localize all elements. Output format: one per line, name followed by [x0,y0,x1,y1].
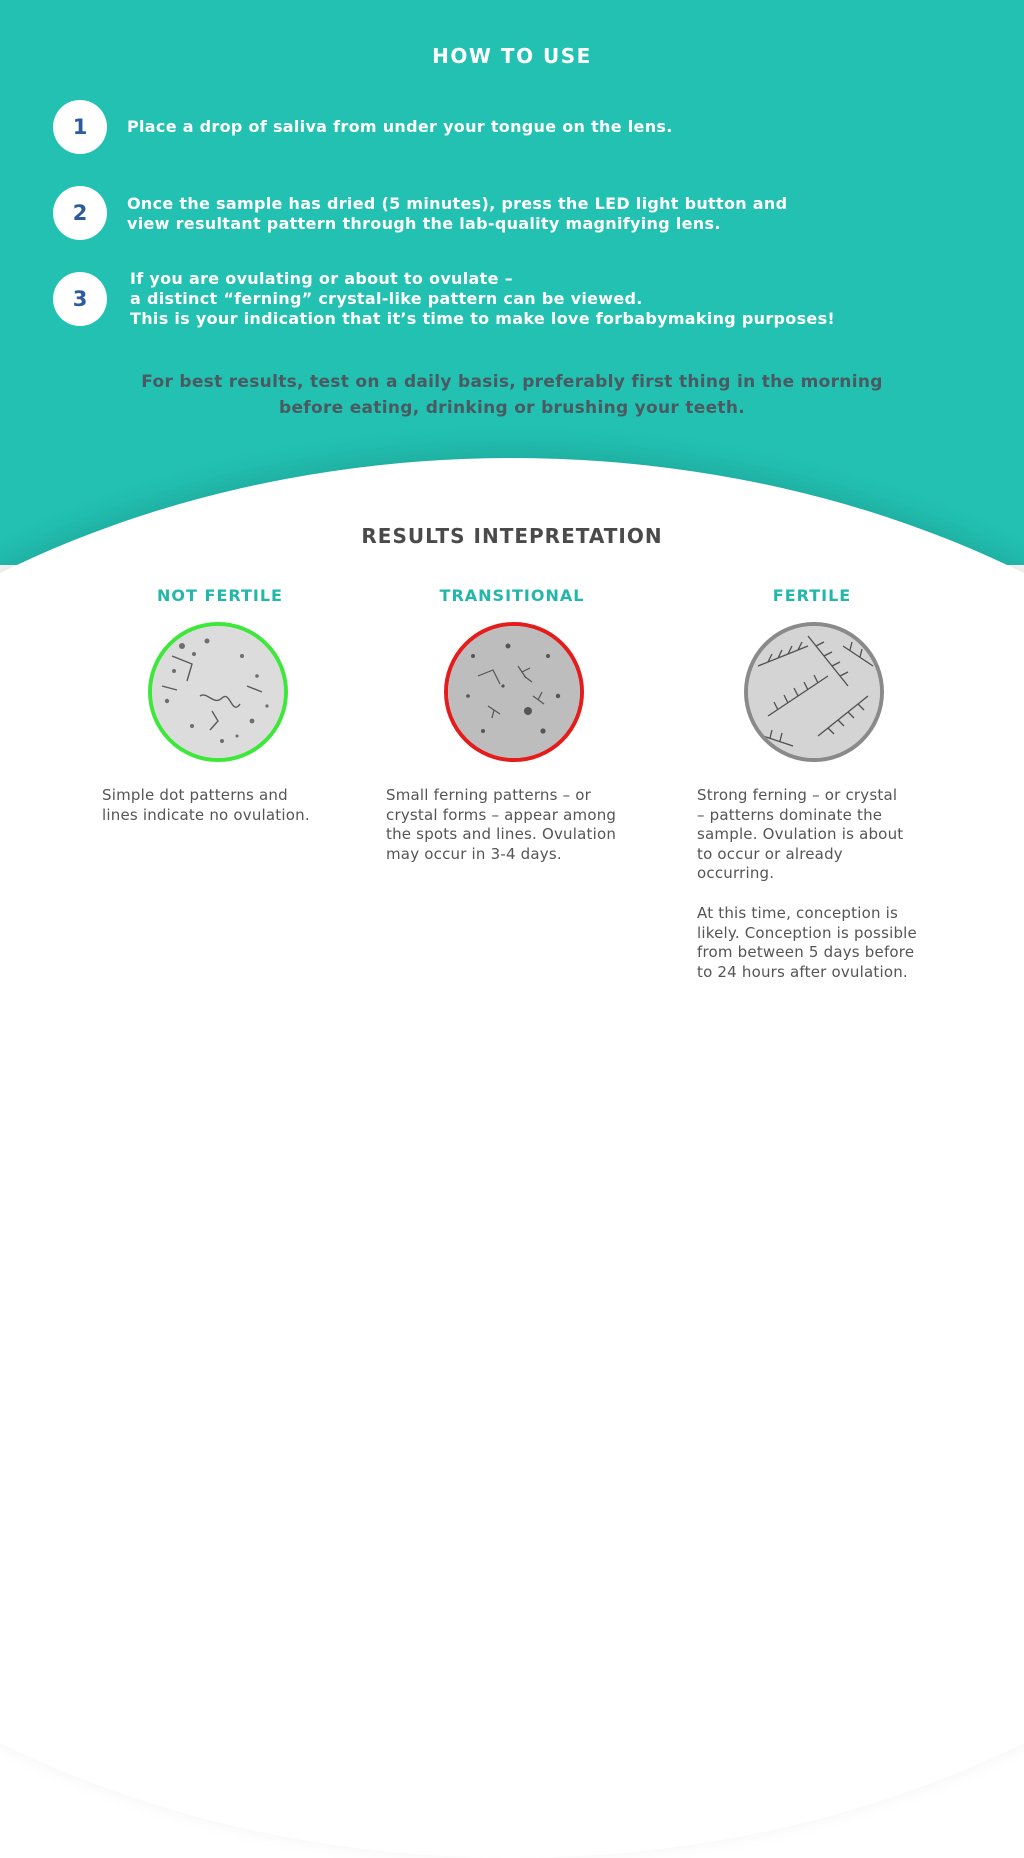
tip-line-1: For best results, test on a daily basis, preferably first thing in the morning [141,372,883,392]
not-fertile-description-line-1: Simple dot patterns and [102,786,288,804]
transitional-description-line-2: crystal forms – appear among [386,805,617,824]
fertile-note-line-3: from between 5 days before [697,943,915,962]
step-2-line-1: Once the sample has dried (5 minutes), press the LED light button and [127,194,788,213]
not-fertile-description [102,786,310,825]
fertile-description [697,786,903,884]
not-fertile-sample-image [148,622,288,762]
step-1-number-badge: 1 [53,100,107,154]
step-2-text [127,194,787,234]
fertile-description-line-4: to occur or already [697,844,843,863]
transitional-label: TRANSITIONAL [439,586,585,605]
not-fertile-sample-texture [152,626,284,758]
step-1-text [127,117,673,137]
transitional-description-line-4: may occur in 3-4 days. [386,844,562,863]
step-1-line-1: Place a drop of saliva from under your tongue on the lens. [127,117,673,136]
fertile-note-line-2: likely. Conception is possible [697,923,917,942]
transitional-sample-texture [448,626,580,758]
fertile-description-line-1: Strong ferning – or crystal [697,786,898,804]
step-3-text [130,269,835,329]
transitional-sample-image [444,622,584,762]
step-3-line-1: If you are ovulating or about to ovulate – [130,269,513,288]
not-fertile-label: NOT FERTILE [157,586,283,605]
fertile-description-line-2: – patterns dominate the [697,805,883,824]
step-2-number-badge: 2 [53,186,107,240]
transitional-description-line-1: Small ferning patterns – or [386,786,592,804]
fertile-description-line-3: sample. Ovulation is about [697,825,904,844]
how-to-use-heading: HOW TO USE [432,44,592,68]
step-3-line-3: This is your indication that it’s time to make love forbabymaking purposes! [130,309,835,328]
step-3-number-badge: 3 [53,272,107,326]
fertile-note-line-4: to 24 hours after ovulation. [697,962,908,981]
fertile-conception-note [697,904,917,982]
fertile-label: FERTILE [772,586,852,605]
best-results-tip [0,369,1024,421]
fertile-sample-texture [748,626,880,758]
fertile-description-line-5: occurring. [697,864,775,883]
results-interpretation-heading: RESULTS INTEPRETATION [361,524,663,548]
fertile-sample-image [744,622,884,762]
step-3-line-2: a distinct “ferning” crystal-like pattern can be viewed. [130,289,643,308]
tip-line-2: before eating, drinking or brushing your teeth. [278,398,746,418]
not-fertile-description-line-2: lines indicate no ovulation. [102,805,310,824]
step-2-line-2: view resultant pattern through the lab-quality magnifying lens. [127,214,721,233]
transitional-description [386,786,616,864]
fertile-note-line-1: At this time, conception is [697,904,899,922]
transitional-description-line-3: the spots and lines. Ovulation [386,825,617,844]
